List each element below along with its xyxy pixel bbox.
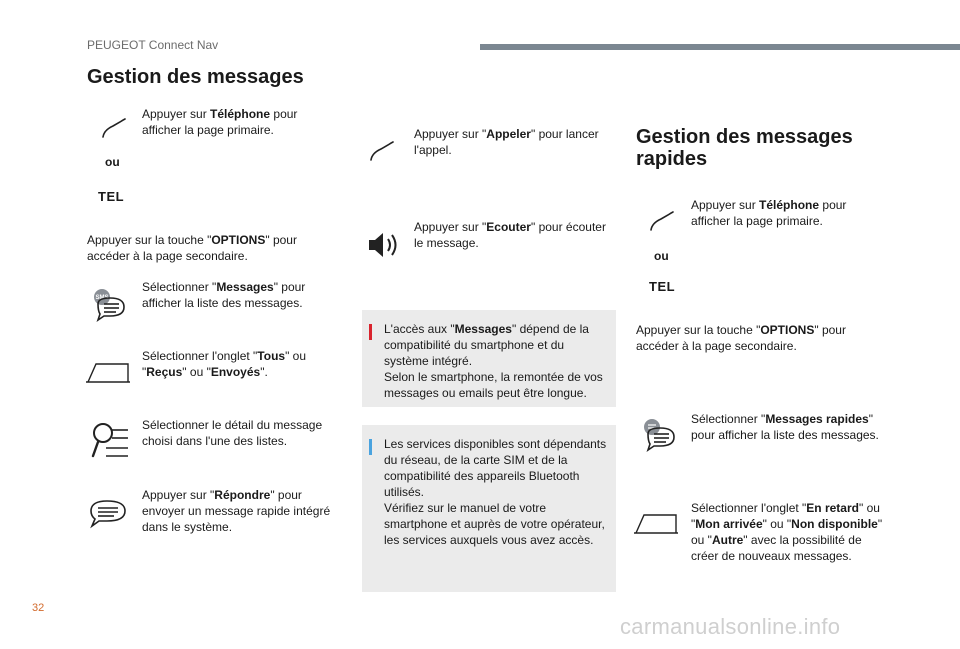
sms-icon-label: SMS	[95, 295, 109, 301]
call-handset-icon	[369, 140, 395, 162]
tab-shape-icon	[634, 511, 678, 537]
page-number: 32	[32, 602, 45, 614]
tab-shape-icon	[86, 360, 130, 386]
section-title-quick-messages: Gestion des messages rapides	[636, 126, 853, 170]
search-list-icon	[90, 420, 130, 462]
warning-icon	[369, 324, 372, 340]
warning-note	[362, 310, 616, 407]
mid-step-appeler: Appuyer sur "Appeler" pour lancer l'appel.	[414, 127, 599, 157]
left-step-detail: Sélectionner le détail du message choisi dans l'une des listes.	[142, 418, 323, 448]
header-label: PEUGEOT Connect Nav	[87, 38, 219, 52]
tel-key-label: TEL	[98, 189, 125, 204]
left-step-reply: Appuyer sur "Répondre" pour envoyer un message rapide intégré dans le système.	[142, 488, 331, 534]
left-step-telephone: Appuyer sur Téléphone pour afficher la page primaire.	[142, 107, 298, 137]
mid-step-ecouter: Appuyer sur "Ecouter" pour écouter le message.	[414, 220, 606, 250]
sms-message-icon	[90, 288, 130, 322]
info-icon	[369, 439, 372, 455]
info-note	[362, 425, 616, 592]
section-title-messages: Gestion des messages	[87, 66, 304, 88]
phone-handset-icon	[649, 210, 675, 232]
right-step-options: Appuyer sur la touche "OPTIONS" pour accéder à la page secondaire.	[636, 323, 846, 353]
ou-label: ou	[654, 249, 669, 263]
right-step-quick-messages: Sélectionner "Messages rapides" pour afficher la liste des messages.	[691, 412, 879, 442]
watermark: carmanualsonline.info	[620, 614, 841, 639]
info-note-text: Les services disponibles sont dépendants du réseau, de la carte SIM et de la compatibilité des appareils Bluetooth utilisés. Vérifiez sur le manuel de votre smartphone et auprès de votre opérateur, les services auxquels vous avez accès.	[384, 437, 607, 547]
ou-label: ou	[105, 155, 120, 169]
header-bar	[480, 44, 960, 50]
phone-handset-icon	[101, 117, 127, 139]
speaker-icon	[366, 229, 402, 261]
warning-note-text: L'accès aux "Messages" dépend de la compatibilité du smartphone et du système intégré. Selon le smartphone, la remontée de vos messages ou emails peut être longue.	[384, 322, 603, 400]
right-step-tabs: Sélectionner l'onglet "En retard" ou "Mon arrivée" ou "Non disponible" ou "Autre" avec la possibilité de créer de nouveaux messages.	[691, 501, 883, 563]
quick-message-icon	[640, 418, 680, 452]
right-step-telephone: Appuyer sur Téléphone pour afficher la page primaire.	[691, 198, 847, 228]
left-step-messages: Sélectionner "Messages" pour afficher la liste des messages.	[142, 280, 306, 310]
left-step-options: Appuyer sur la touche "OPTIONS" pour accéder à la page secondaire.	[87, 233, 297, 263]
left-step-tabs: Sélectionner l'onglet "Tous" ou "Reçus" ou "Envoyés".	[142, 349, 307, 379]
reply-message-icon	[87, 497, 129, 529]
tel-key-label: TEL	[649, 279, 676, 294]
